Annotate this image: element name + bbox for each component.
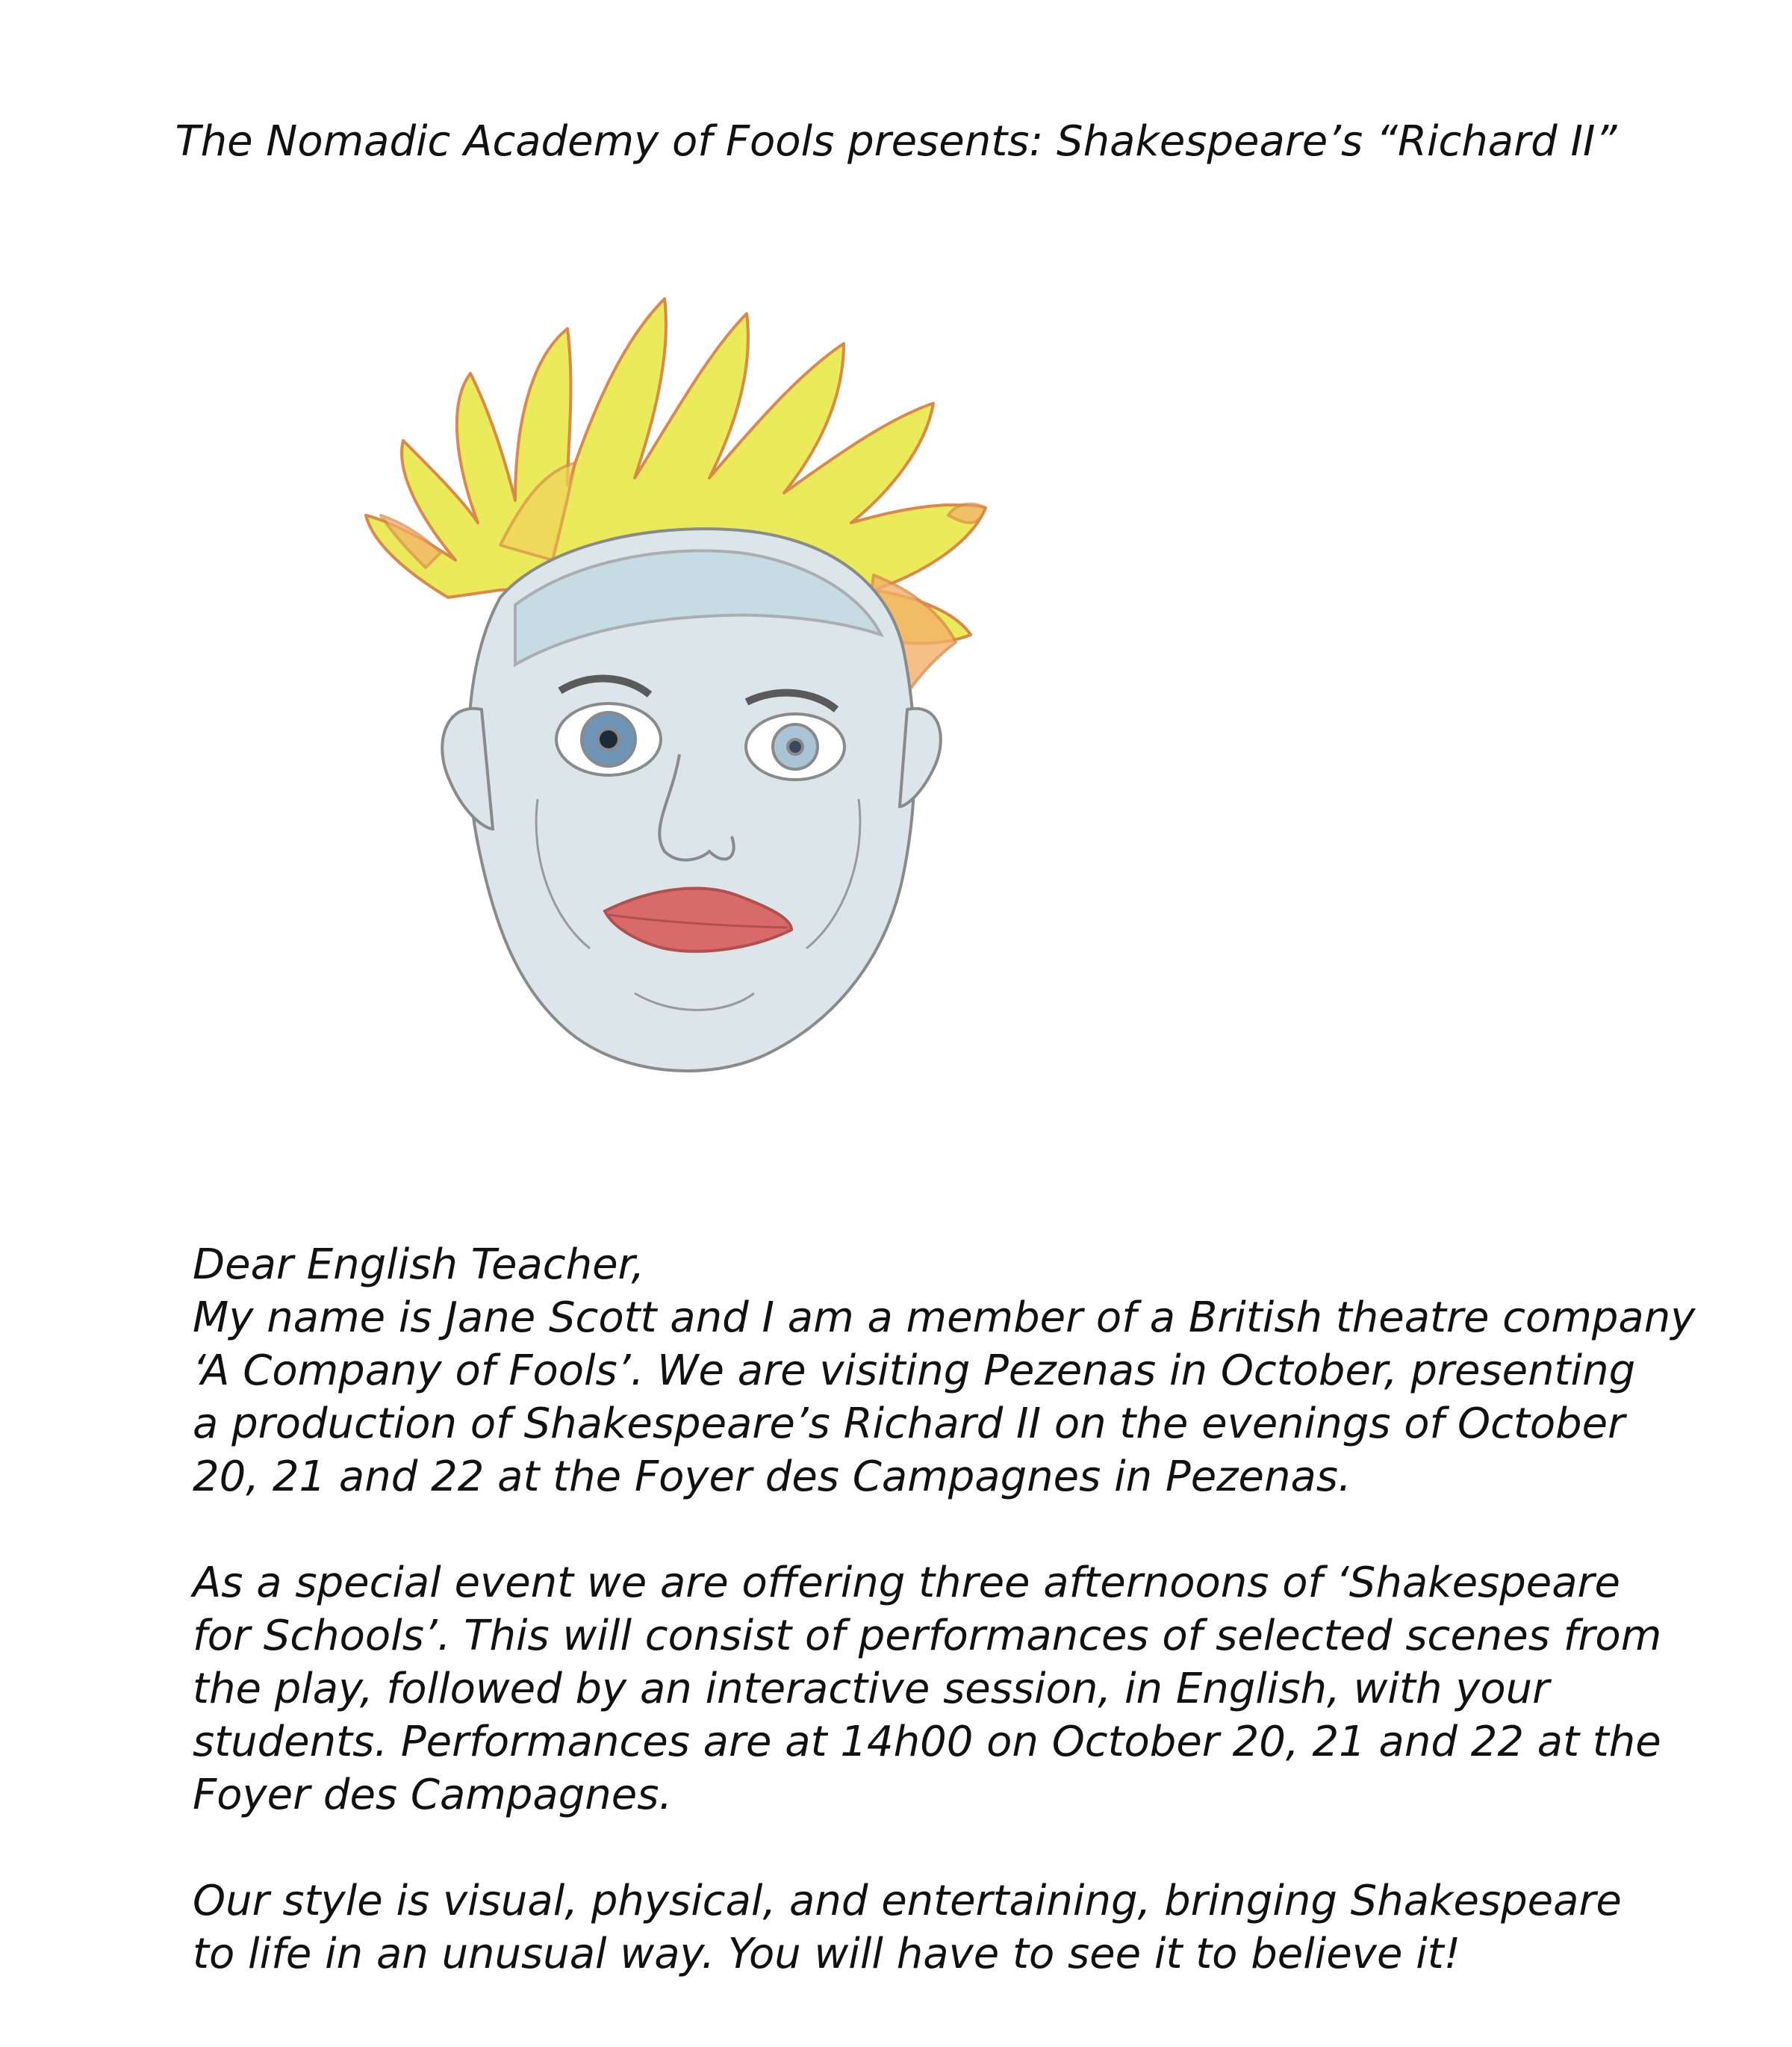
letter-paragraph-intro: My name is Jane Scott and I am a member of a British theatre company ‘A Company of Fools’. We are visiting Pezenas in October, presenting a production of Shakespeare’s Richard II on the evenings of October 20, 21 and 22 at the Foyer des Campagnes in Pezenas. xyxy=(193,1293,1696,1501)
face xyxy=(442,529,941,1071)
letter-paragraph-style: Our style is visual, physical, and entertaining, bringing Shakespeare to life in an unusual way. You will have to see it to believe it! xyxy=(193,1877,1622,1978)
letter-paragraph-schools: As a special event we are offering three afternoons of ‘Shakespeare for Schools’. This will consist of performances of selected scenes from the play, followed by an interactive session, in English, with your students. Performances are at 14h00 on October 20, 21 and 22 at the Foyer des Campagnes. xyxy=(193,1559,1662,1819)
page-title: The Nomadic Academy of Fools presents: Shakespeare’s “Richard II” xyxy=(175,117,1617,166)
letter-greeting: Dear English Teacher, xyxy=(193,1240,645,1289)
letter-body xyxy=(193,1238,1746,1981)
jester-head-illustration xyxy=(351,276,1157,1158)
